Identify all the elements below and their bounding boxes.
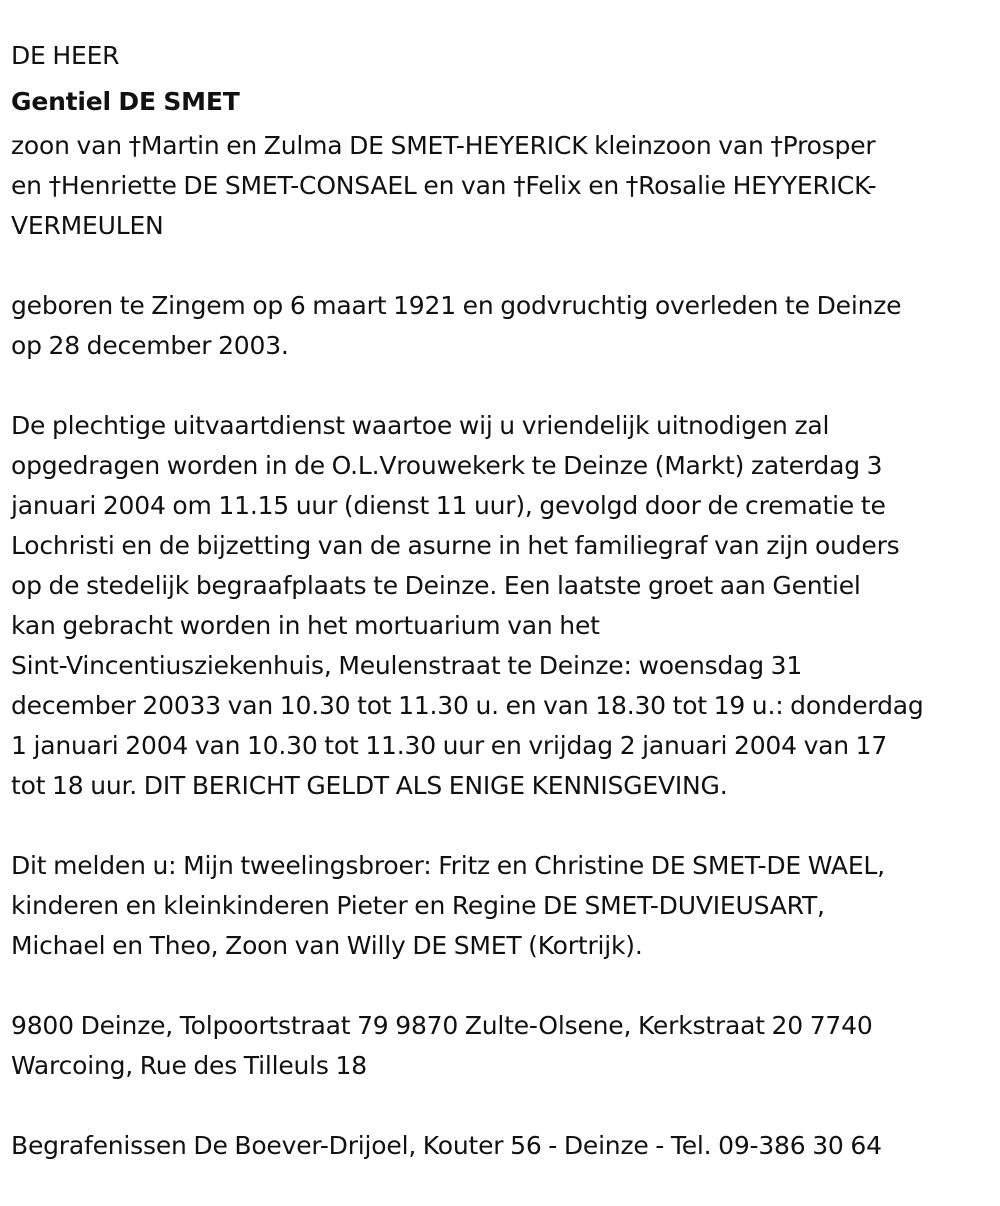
text-line: Michael en Theo, Zoon van Willy DE SMET (Kortrijk). [11,931,643,960]
deceased-name: Gentiel DE SMET [11,87,240,116]
family-paragraph [11,126,993,246]
birth-death-paragraph [11,286,993,366]
text-line: kinderen en kleinkinderen Pieter en Regine DE SMET-DUVIEUSART, [11,891,825,920]
obituary-notice [11,36,993,1206]
text-line: kan gebracht worden in het mortuarium van het [11,611,600,640]
text-line: Begrafenissen De Boever-Drijoel, Kouter 56 - Deinze - Tel. 09-386 30 64 [11,1131,882,1160]
text-line: VERMEULEN [11,211,164,240]
text-line: Warcoing, Rue des Tilleuls 18 [11,1051,367,1080]
text-line: tot 18 uur. DIT BERICHT GELDT ALS ENIGE KENNISGEVING. [11,771,728,800]
text-line: op 28 december 2003. [11,331,289,360]
text-line: opgedragen worden in de O.L.Vrouwekerk te Deinze (Markt) zaterdag 3 [11,451,883,480]
text-line: Lochristi en de bijzetting van de asurne in het familiegraf van zijn ouders [11,531,900,560]
text-line: december 20033 van 10.30 tot 11.30 u. en van 18.30 tot 19 u.: donderdag [11,691,924,720]
funeral-home-paragraph [11,1126,993,1166]
text-line: Dit melden u: Mijn tweelingsbroer: Fritz en Christine DE SMET-DE WAEL, [11,851,885,880]
text-line: Sint-Vincentiusziekenhuis, Meulenstraat te Deinze: woensdag 31 [11,651,803,680]
text-line: 1 januari 2004 van 10.30 tot 11.30 uur en vrijdag 2 januari 2004 van 17 [11,731,888,760]
text-line: op de stedelijk begraafplaats te Deinze. Een laatste groet aan Gentiel [11,571,861,600]
announcers-paragraph [11,846,993,966]
address-paragraph [11,1006,993,1086]
honorific: DE HEER [11,41,120,70]
text-line: De plechtige uitvaartdienst waartoe wij u vriendelijk uitnodigen zal [11,411,830,440]
text-line: zoon van †Martin en Zulma DE SMET-HEYERICK kleinzoon van †Prosper [11,131,876,160]
text-line: en †Henriette DE SMET-CONSAEL en van †Felix en †Rosalie HEYYERICK- [11,171,877,200]
text-line: 9800 Deinze, Tolpoortstraat 79 9870 Zulte-Olsene, Kerkstraat 20 7740 [11,1011,873,1040]
text-line: geboren te Zingem op 6 maart 1921 en godvruchtig overleden te Deinze [11,291,902,320]
service-paragraph [11,406,993,806]
text-line: januari 2004 om 11.15 uur (dienst 11 uur), gevolgd door de crematie te [11,491,886,520]
